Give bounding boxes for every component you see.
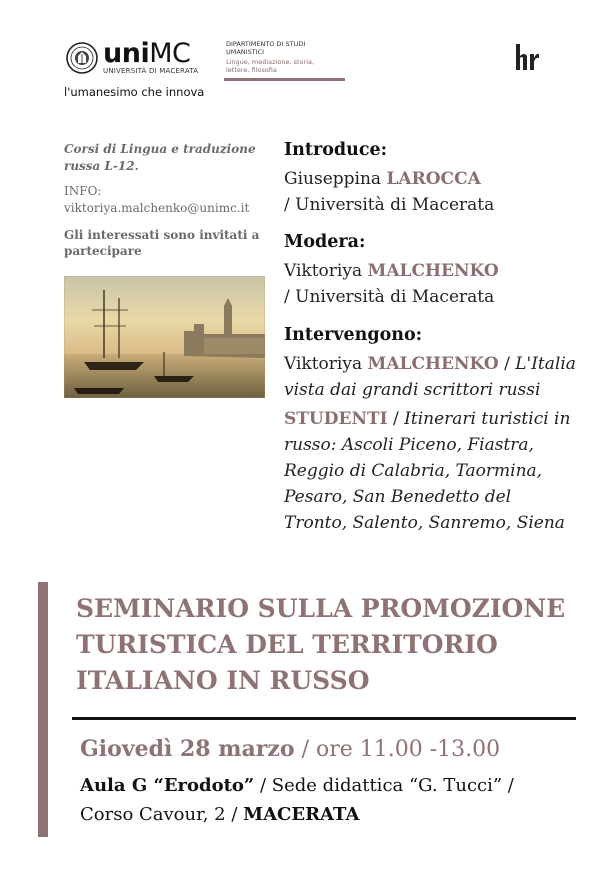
speaker-2-talk-line: Reggio di Calabria, Taormina, [284, 461, 543, 481]
info-label: INFO: [64, 184, 102, 198]
university-logo: uniMC [103, 38, 191, 69]
contact-email[interactable]: viktoriya.malchenko@unimc.it [64, 201, 250, 215]
course-info: Corsi di Lingua e traduzione russa L-12. [64, 142, 256, 173]
moderator-name: Viktoriya MALCHENKO [284, 261, 499, 281]
university-tagline: l'umanesimo che innova [64, 85, 205, 99]
speaker-2-talk-line: Tronto, Salento, Sanremo, Siena [284, 513, 565, 533]
hr-logo-caption [505, 74, 555, 78]
department-divider [224, 78, 345, 81]
speaker-2-talk-line: russo: Ascoli Piceno, Fiastra, [284, 435, 534, 455]
event-title-line: TURISTICA DEL TERRITORIO [76, 630, 498, 659]
invitation-text: Gli interessati sono invitati a partecipare [64, 228, 260, 258]
accent-side-bar [38, 582, 48, 837]
speaker-1: Viktoriya MALCHENKO / L'Italia [284, 354, 576, 374]
venice-painting-image [64, 276, 265, 398]
speaker-2: STUDENTI / Itinerari turistici in [284, 409, 571, 429]
introduce-heading: Introduce: [284, 140, 388, 160]
modera-heading: Modera: [284, 232, 366, 252]
speakers-heading: Intervengono: [284, 325, 423, 345]
event-title-line: SEMINARIO SULLA PROMOZIONE [76, 594, 566, 623]
introduce-speaker: Giuseppina LAROCCA [284, 169, 481, 189]
department-subtitle: Lingue, mediazione, storia, lettere, filosofia [226, 58, 315, 74]
university-logo-subtitle: UNIVERSITÀ DI MACERATA [103, 67, 199, 75]
department-title: DIPARTIMENTO DI STUDI UMANISTICI [226, 40, 306, 56]
event-address: Corso Cavour, 2 / MACERATA [80, 804, 360, 825]
moderator-affiliation: / Università di Macerata [284, 287, 495, 307]
hr-logo-icon [514, 40, 540, 72]
event-title [76, 591, 596, 699]
event-date-time: Giovedì 28 marzo / ore 11.00 -13.00 [80, 736, 501, 762]
speaker-1-talk-title: vista dai grandi scrittori russi [284, 380, 541, 400]
speaker-2-talk-line: Pesaro, San Benedetto del [284, 487, 512, 507]
event-title-line: ITALIANO IN RUSSO [76, 666, 370, 695]
introduce-affiliation: / Università di Macerata [284, 195, 495, 215]
university-seal-icon [66, 42, 98, 74]
title-divider [72, 717, 576, 720]
event-room: Aula G “Erodoto” / Sede didattica “G. Tucci” / [80, 775, 514, 796]
